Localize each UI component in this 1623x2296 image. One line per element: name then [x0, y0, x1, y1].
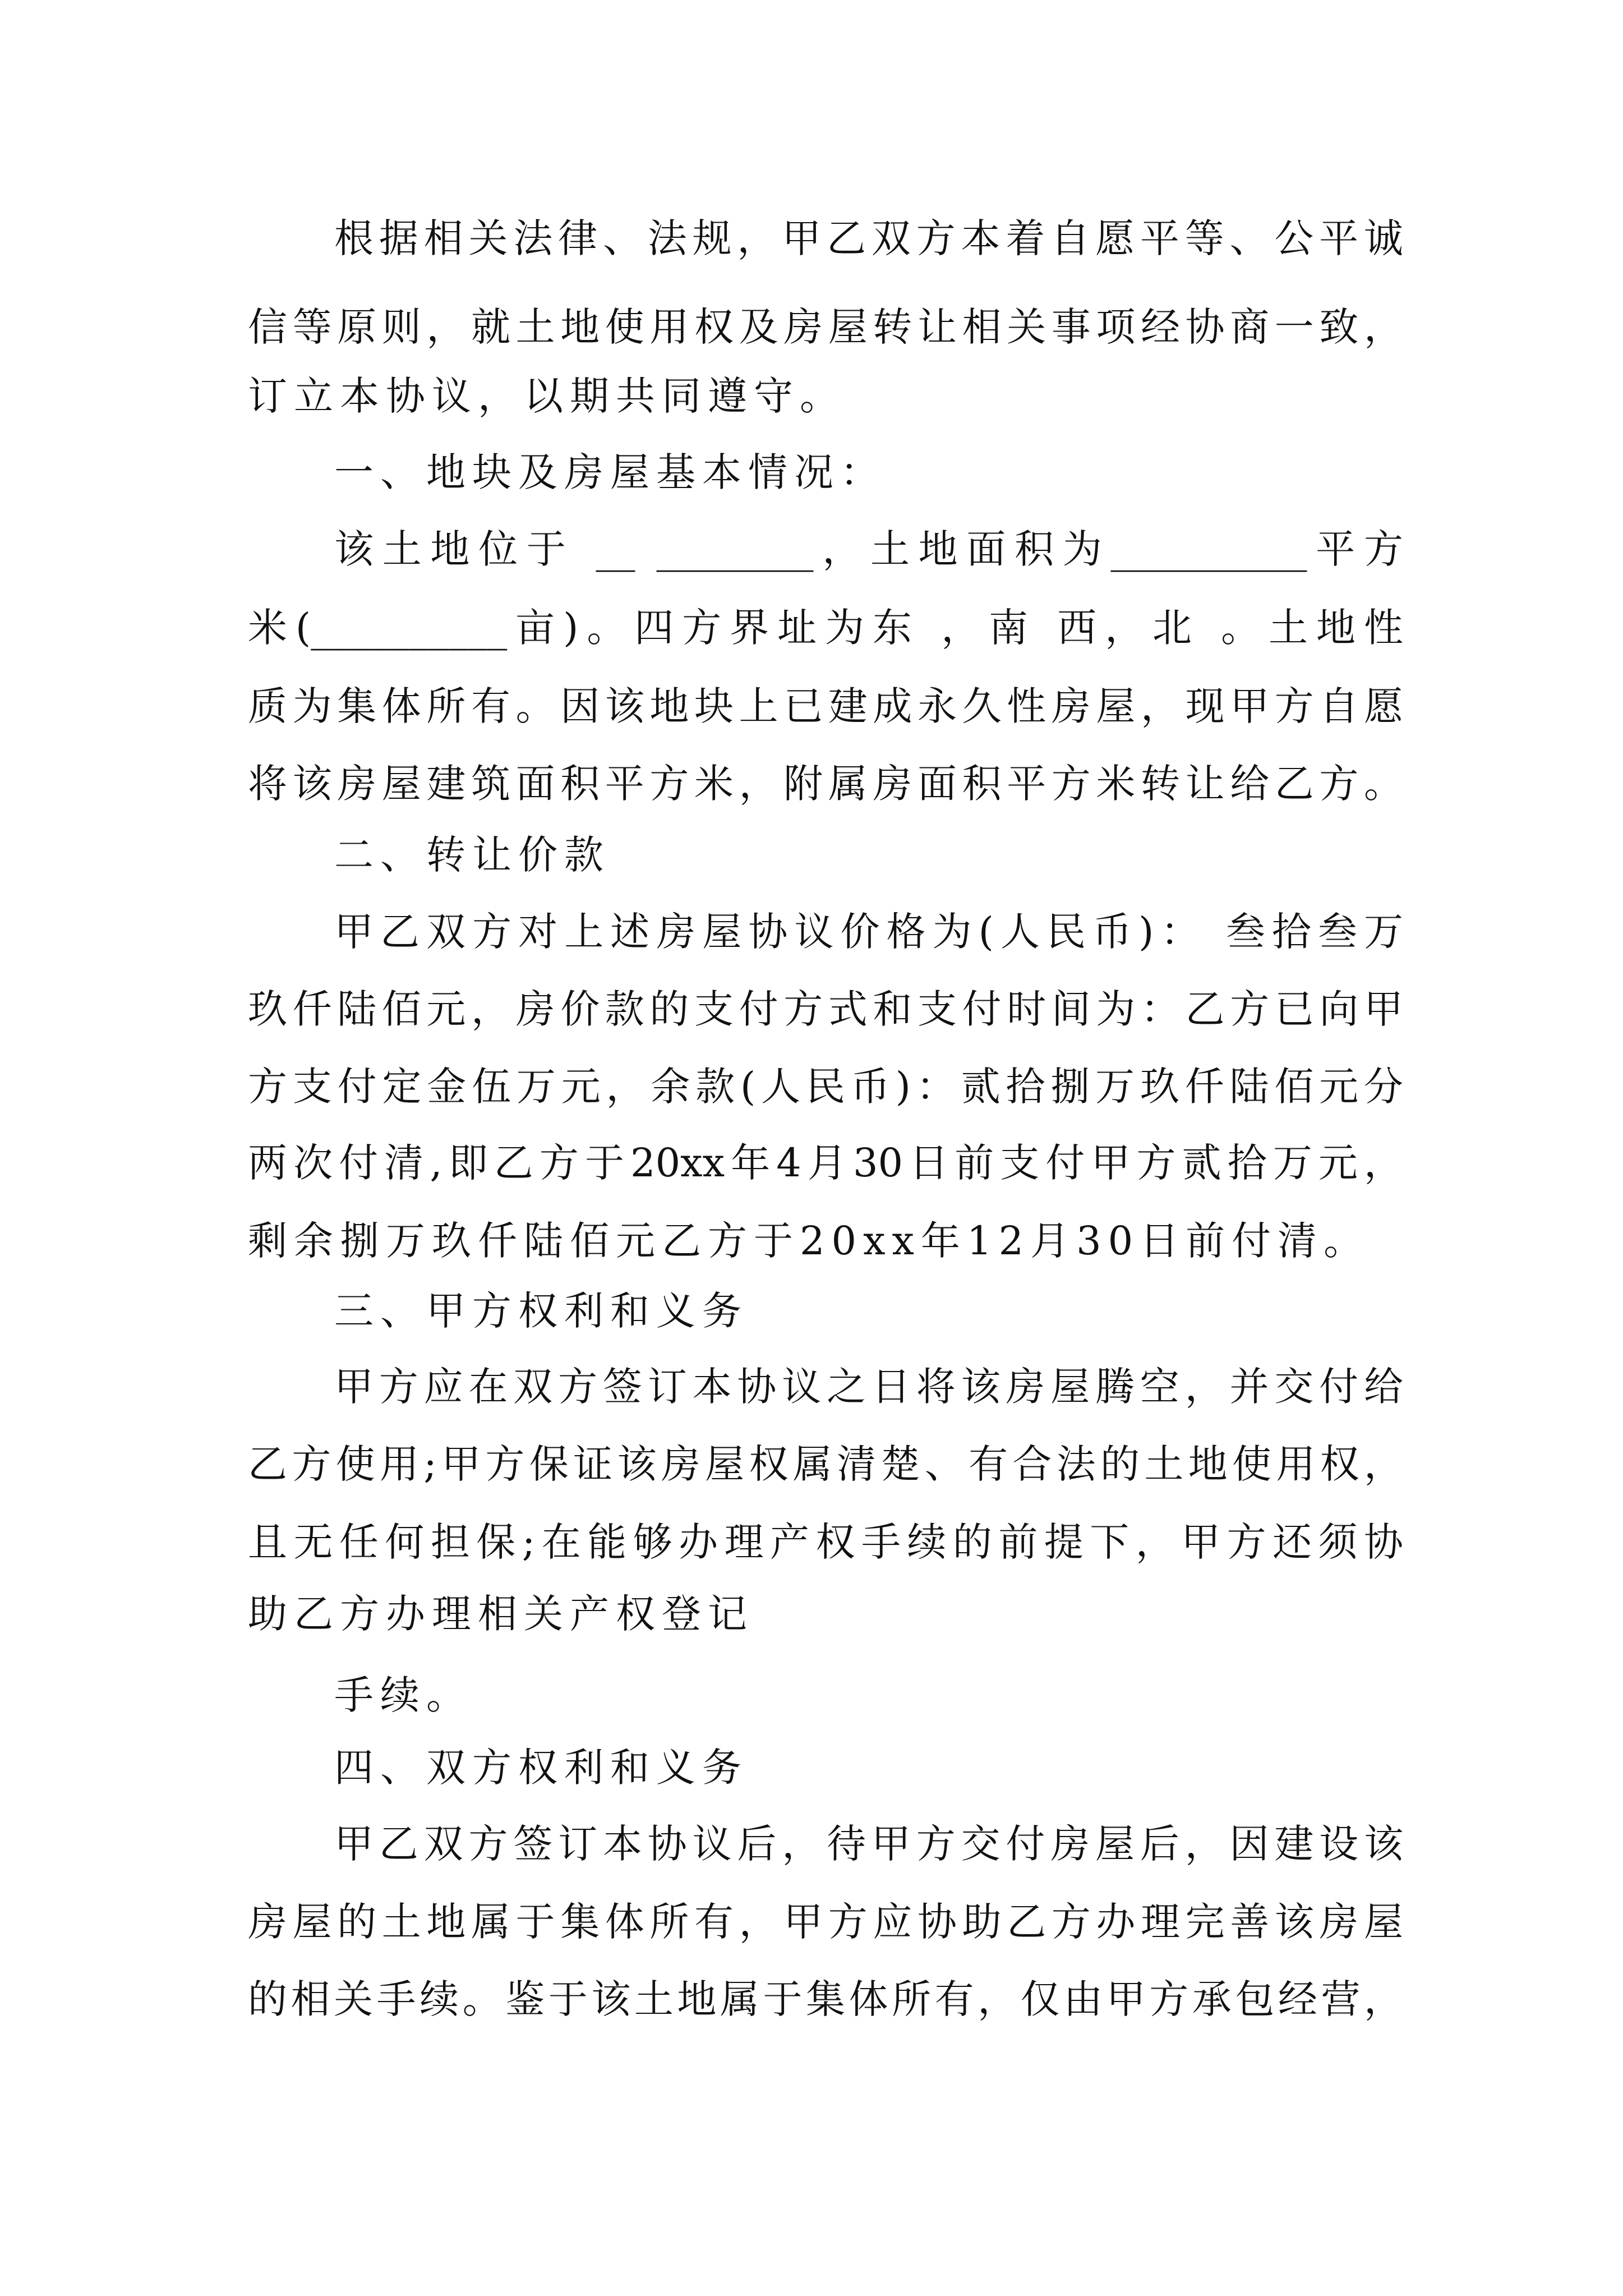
- paragraph-line: 乙方使用;甲方保证该房屋权属清楚、有合法的土地使用权，: [248, 1441, 1403, 1487]
- paragraph-line: 根据相关法律、法规，甲乙双方本着自愿平等、公平诚: [334, 215, 1403, 261]
- paragraph-line: 甲乙双方签订本协议后，待甲方交付房屋后，因建设该: [334, 1821, 1403, 1867]
- paragraph-line: 房屋的土地属于集体所有，甲方应协助乙方办理完善该房屋: [248, 1899, 1403, 1945]
- paragraph-line: 该土地位于 __ ________，土地面积为__________平方: [334, 526, 1403, 572]
- paragraph-line: 剩余捌万玖仟陆佰元乙方于20xx年12月30日前付清。: [248, 1218, 1370, 1264]
- paragraph-line: 甲乙双方对上述房屋协议价格为(人民币)： 叁拾叁万: [334, 909, 1403, 955]
- paragraph-line: 订立本协议，以期共同遵守。: [248, 373, 846, 419]
- paragraph-line: 甲方应在双方签订本协议之日将该房屋腾空，并交付给: [334, 1364, 1403, 1410]
- paragraph-line: 的相关手续。鉴于该土地属于集体所有，仅由甲方承包经营，: [248, 1976, 1403, 2022]
- section-heading: 一、地块及房屋基本情况：: [334, 449, 886, 495]
- paragraph-line: 且无任何担保;在能够办理产权手续的前提下，甲方还须协: [248, 1519, 1403, 1565]
- paragraph-line: 方支付定金伍万元，余款(人民币)：贰拾捌万玖仟陆佰元分: [248, 1064, 1403, 1110]
- section-heading: 三、甲方权利和义务: [334, 1288, 748, 1334]
- paragraph-line: 将该房屋建筑面积平方米，附属房面积平方米转让给乙方。: [248, 761, 1403, 807]
- paragraph-line: 两次付清,即乙方于20xx年4月30日前支付甲方贰拾万元，: [248, 1140, 1403, 1186]
- paragraph-line: 助乙方办理相关产权登记: [248, 1591, 754, 1637]
- paragraph-line: 手续。: [334, 1672, 472, 1718]
- paragraph-line: 米(__________亩)。四方界址为东 ，南 西，北 。土地性: [248, 605, 1403, 651]
- paragraph-line: 玖仟陆佰元，房价款的支付方式和支付时间为：乙方已向甲: [248, 986, 1403, 1032]
- paragraph-line: 质为集体所有。因该地块上已建成永久性房屋，现甲方自愿: [248, 683, 1403, 729]
- paragraph-line: 信等原则，就土地使用权及房屋转让相关事项经协商一致，: [248, 304, 1403, 350]
- section-heading: 二、转让价款: [334, 832, 610, 878]
- section-heading: 四、双方权利和义务: [334, 1745, 748, 1791]
